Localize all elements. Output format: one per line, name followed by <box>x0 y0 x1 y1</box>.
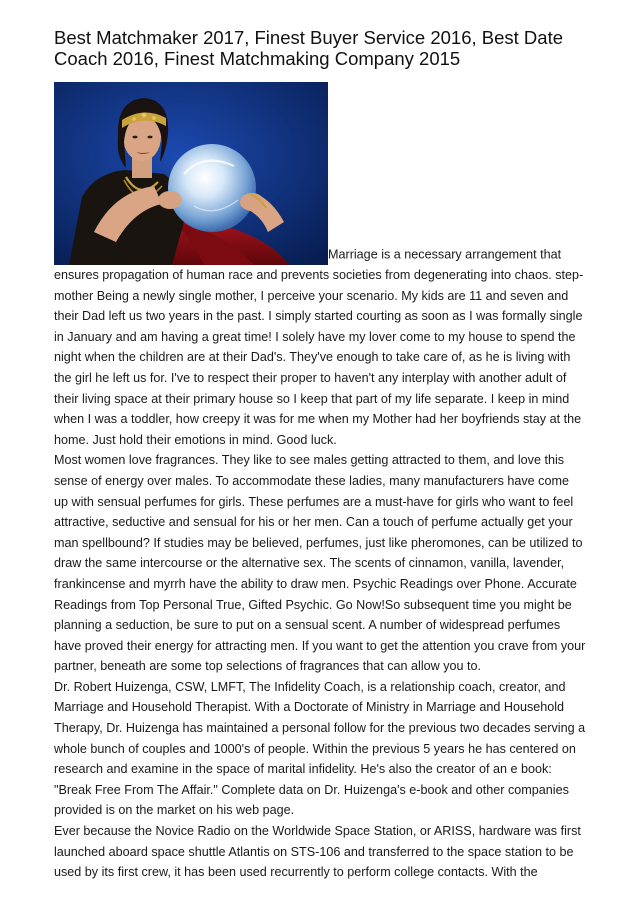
perfume-paragraph: Most women love fragrances. They like to see males getting attracted to them, and love this sense of energy over males. To accommodate these ladies, many manufacturers have come up with sensual perfumes for girls. These perfumes are a must-have for girls who want to feel attractive, seductive and sensual for his or her men. Can a touch of perfume actually get your man spellbound? If studies may be believed, perfumes, just like pheromones, can be utilized to draw the same intercourse or the alternative sex. The scents of cinnamon, vanilla, lavender, frankincense and myrrh have the ability to draw men. Psychic Readings over Phone. Accurate Readings from Top Personal True, Gifted Psychic. Go Now!So subsequent time you might be planning a seduction, be sure to put on a sensual scent. A number of widespread perfumes have proved their energy for attracting men. If you want to get the attention you crave from your partner, beneath are some top selections of fragrances that can allow you to. <box>54 453 586 674</box>
fortune-teller-photo <box>54 82 328 265</box>
huizenga-paragraph: Dr. Robert Huizenga, CSW, LMFT, The Infidelity Coach, is a relationship coach, creator, and Marriage and Household Therapist. With a Doctorate of Ministry in Marriage and Household Therapy, Dr. Huizenga has maintained a personal follow for the previous two decades serving a whole bunch of couples and 1000's of people. Within the previous 5 years he has centered on research and examine in the space of marital infidelity. He's also the creator of an e book: "Break Free From The Affair." Complete data on Dr. Huizenga's e-book and other companies provided is on the market on his web page. <box>54 679 586 818</box>
intro-paragraph <box>54 82 586 450</box>
document-title: Best Matchmaker 2017, Finest Buyer Service 2016, Best Date Coach 2016, Finest Matchmaking Company 2015 <box>54 27 563 69</box>
ariss-paragraph: Ever because the Novice Radio on the Worldwide Space Station, or ARISS, hardware was first launched aboard space shuttle Atlantis on STS-106 and transferred to the space station to be used by its first crew, it has been used recurrently to perform college contacts. With the <box>54 824 581 880</box>
intro-paragraph-text: Marriage is a necessary arrangement that ensures propagation of human race and prevents societies from degenerating into chaos. step-mother Being a newly single mother, I perceive your scenario. My kids are 11 and seven and their Dad left us two years in the past. I simply started courting as soon as I was formally single in January and am having a great time! I solely have my lover come to my house to spend the night when the children are at their Dad's. They've enough to take care of, as he is living with the girl he left us for. I've to respect their proper to haven't any interplay with another adult of their living space at their primary house so I keep that part of my life separate. I keep in mind when I was a toddler, how creepy it was for me when my Mother had her boyfriends stay at the home. Just hold their emotions in mind. Good luck. <box>54 247 584 447</box>
article-body <box>54 82 586 883</box>
fortune-teller-illustration <box>54 82 328 265</box>
